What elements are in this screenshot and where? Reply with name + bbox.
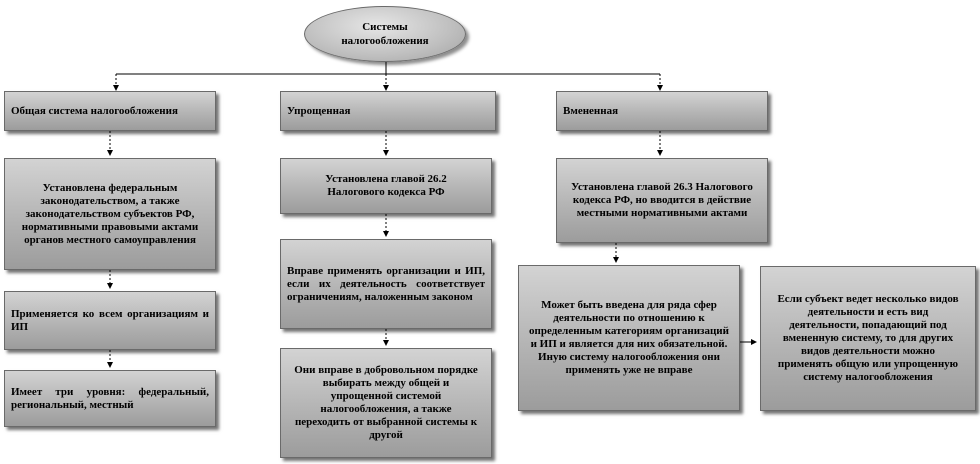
header-general — [4, 91, 216, 131]
header-simplified-label: Упрощенная — [287, 104, 351, 117]
header-imputed — [556, 91, 768, 131]
general-box-legislation — [4, 158, 216, 270]
general-box-applies-text: Применяется ко всем организациям и ИП — [11, 307, 209, 333]
general-box-levels — [4, 370, 216, 427]
imputed-box-multiple-activities-text: Если субъект ведет несколько видов деятельности и есть вид деятельности, попадающий под вмененную систему, то для других видов деятельности можно применять общую или упрощенную систему налогообложения — [777, 293, 959, 383]
header-general-label: Общая система налогообложения — [11, 104, 178, 117]
simplified-box-chapter — [280, 158, 492, 214]
simplified-box-eligibility-text: Вправе применять организации и ИП, если их деятельность соответствует ограничениям, наложенным законом — [287, 264, 485, 303]
header-imputed-label: Вмененная — [563, 104, 619, 117]
general-box-levels-text: Имеет три уровня: федеральный, региональный, местный — [11, 385, 209, 411]
root-title-line1: Системы — [362, 21, 408, 33]
simplified-box-voluntary — [280, 348, 492, 458]
simplified-box-voluntary-text: Они вправе в добровольном порядке выбирать между общей и упрощенной системой налогообложения, а также переходить от выбранной системы к другой — [294, 364, 478, 441]
general-box-applies — [4, 291, 216, 350]
imputed-box-chapter — [556, 158, 768, 243]
simplified-box-eligibility — [280, 239, 492, 329]
imputed-box-chapter-text: Установлена главой 26.3 Налогового кодекса РФ, но вводится в действие местными нормативными актами — [571, 181, 753, 219]
simplified-box-chapter-text: Установлена главой 26.2 Налогового кодекса РФ — [325, 173, 447, 198]
root-node — [304, 6, 466, 62]
imputed-box-mandatory — [518, 265, 740, 411]
root-title-line2: налогообложения — [341, 35, 429, 47]
header-simplified — [280, 91, 496, 131]
imputed-box-mandatory-text: Может быть введена для ряда сфер деятельности по отношению к определенным категориям организаций и ИП и является для них обязательной. Иную систему налогообложения они применять уже не вправе — [529, 299, 729, 376]
general-box-legislation-text: Установлена федеральным законодательством, а также законодательством субъектов РФ, нормативными правовыми актами органов местного самоуправления — [21, 181, 199, 246]
imputed-box-multiple-activities — [760, 266, 976, 411]
